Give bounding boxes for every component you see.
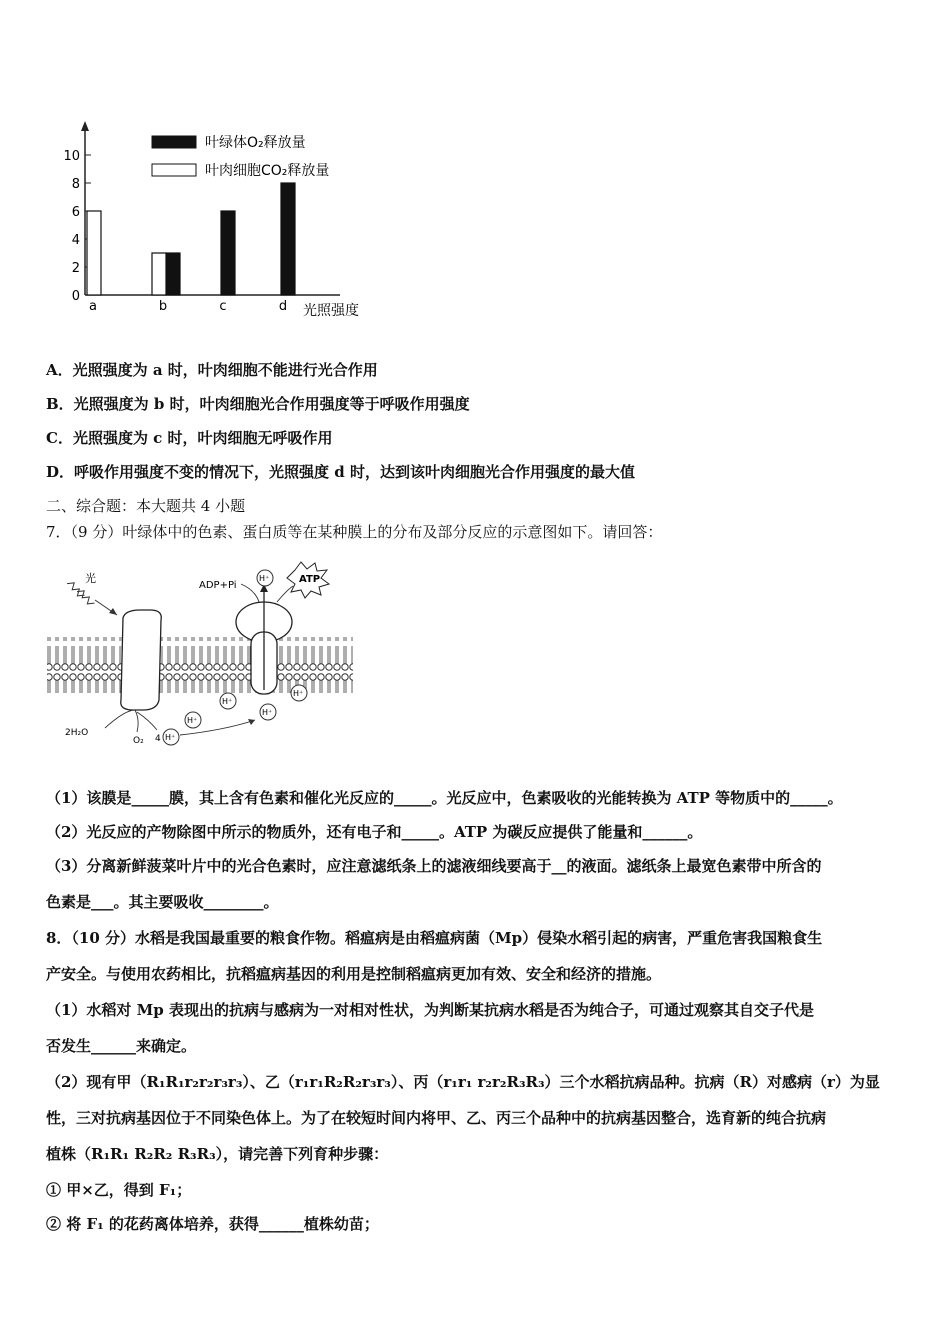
q7-part1: （1）该膜是_____膜，其上含有色素和催化光反应的_____。光反应中，色素吸收的光能转换为 ATP 等物质中的_____。 xyxy=(46,789,843,807)
y-axis-arrow xyxy=(81,121,89,131)
h-ion-lumen-2: H⁺ xyxy=(262,708,273,717)
water-label: 2H₂O xyxy=(65,728,89,738)
option-c: C．光照强度为 c 时，叶肉细胞无呼吸作用 xyxy=(46,429,333,447)
four-label: 4 xyxy=(155,734,161,744)
q8-part1-line1: （1）水稻对 Mp 表现出的抗病与感病为一对相对性状，为判断某抗病水稻是否为纯合子，可通过观察其自交子代是 xyxy=(46,1001,814,1019)
y-tick-label: 6 xyxy=(71,205,80,220)
atp-label: ATP xyxy=(299,574,321,585)
legend-swatch-o2 xyxy=(152,136,196,148)
y-tick-label: 2 xyxy=(71,261,80,276)
bar-a-co2 xyxy=(87,211,101,295)
h-ion-lumen-1: H⁺ xyxy=(222,697,233,706)
q8-stem-line1: 8．（10 分）水稻是我国最重要的粮食作物。稻瘟病是由稻瘟病菌（Mp）侵染水稻引起的病害，严重危害我国粮食生 xyxy=(46,929,823,947)
option-d: D．呼吸作用强度不变的情况下，光照强度 d 时，达到该叶肉细胞光合作用强度的最大值 xyxy=(46,463,635,481)
bar-chart xyxy=(55,115,395,330)
h-ion-lumen-4: H⁺ xyxy=(187,716,198,725)
h-ion-lumen-3: H⁺ xyxy=(293,689,304,698)
q8-part2-line2: 性，三对抗病基因位于不同染色体上。为了在较短时间内将甲、乙、丙三个品种中的抗病基因整合，选育新的纯合抗病 xyxy=(46,1109,827,1127)
q8-step1: ① 甲×乙，得到 F₁； xyxy=(46,1181,192,1199)
q7-part2: （2）光反应的产物除图中所示的物质外，还有电子和_____。ATP 为碳反应提供了能量和______。 xyxy=(46,823,703,841)
x-tick-label: b xyxy=(158,299,168,314)
x-tick-label: a xyxy=(89,299,97,314)
h-ion-top: H⁺ xyxy=(259,574,270,583)
x-tick-label: d xyxy=(278,299,288,314)
adp-label: ADP+Pi xyxy=(199,580,237,591)
q8-step2: ② 将 F₁ 的花药离体培养，获得______植株幼苗； xyxy=(46,1215,379,1233)
legend-swatch-co2 xyxy=(152,164,196,176)
q8-part2-line3: 植株（R₁R₁ R₂R₂ R₃R₃），请完善下列育种步骤： xyxy=(46,1145,389,1163)
q8-part1-line2: 否发生______来确定。 xyxy=(46,1037,197,1055)
photosystem-protein xyxy=(121,610,162,710)
y-tick-label: 0 xyxy=(71,289,80,304)
bar-d-o2 xyxy=(281,183,295,295)
legend-label-o2: 叶绿体O₂释放量 xyxy=(205,135,306,151)
q7-stem: 7．（9 分）叶绿体中的色素、蛋白质等在某种膜上的分布及部分反应的示意图如下。请回答： xyxy=(46,523,663,541)
legend-label-co2: 叶肉细胞CO₂释放量 xyxy=(205,163,330,179)
q8-stem-line2: 产安全。与使用农药相比，抗稻瘟病基因的利用是控制稻瘟病更加有效、安全和经济的措施。 xyxy=(46,965,662,983)
x-tick-label: c xyxy=(219,299,227,314)
x-axis-label: 光照强度 xyxy=(303,303,359,319)
option-a: A．光照强度为 a 时，叶肉细胞不能进行光合作用 xyxy=(46,361,378,379)
q7-part3-line2: 色素是___。其主要吸收________。 xyxy=(46,893,279,911)
lipid-bilayer xyxy=(47,637,353,693)
y-tick-label: 10 xyxy=(63,149,80,164)
bar-b-co2 xyxy=(152,253,166,295)
h-ion-4: H⁺ xyxy=(165,733,176,742)
o2-label: O₂ xyxy=(133,736,144,746)
option-b: B．光照强度为 b 时，叶肉细胞光合作用强度等于呼吸作用强度 xyxy=(46,395,470,413)
y-tick-label: 4 xyxy=(71,233,80,248)
section-heading: 二、综合题：本大题共 4 小题 xyxy=(46,497,246,515)
bar-b-o2 xyxy=(166,253,180,295)
q8-part2-line1: （2）现有甲（R₁R₁r₂r₂r₃r₃）、乙（r₁r₁R₂R₂r₃r₃）、丙（r₁r₁ r₂r₂R₃R₃）三个水稻抗病品种。抗病（R）对感病（r）为显 xyxy=(46,1073,880,1091)
q7-part3-line1: （3）分离新鲜菠菜叶片中的光合色素时，应注意滤纸条上的滤液细线要高于__的液面。滤纸条上最宽色素带中所含的 xyxy=(46,857,822,875)
bar-c-o2 xyxy=(221,211,235,295)
light-label: 光 xyxy=(85,572,96,585)
membrane-diagram xyxy=(45,560,365,755)
y-tick-label: 8 xyxy=(71,177,80,192)
